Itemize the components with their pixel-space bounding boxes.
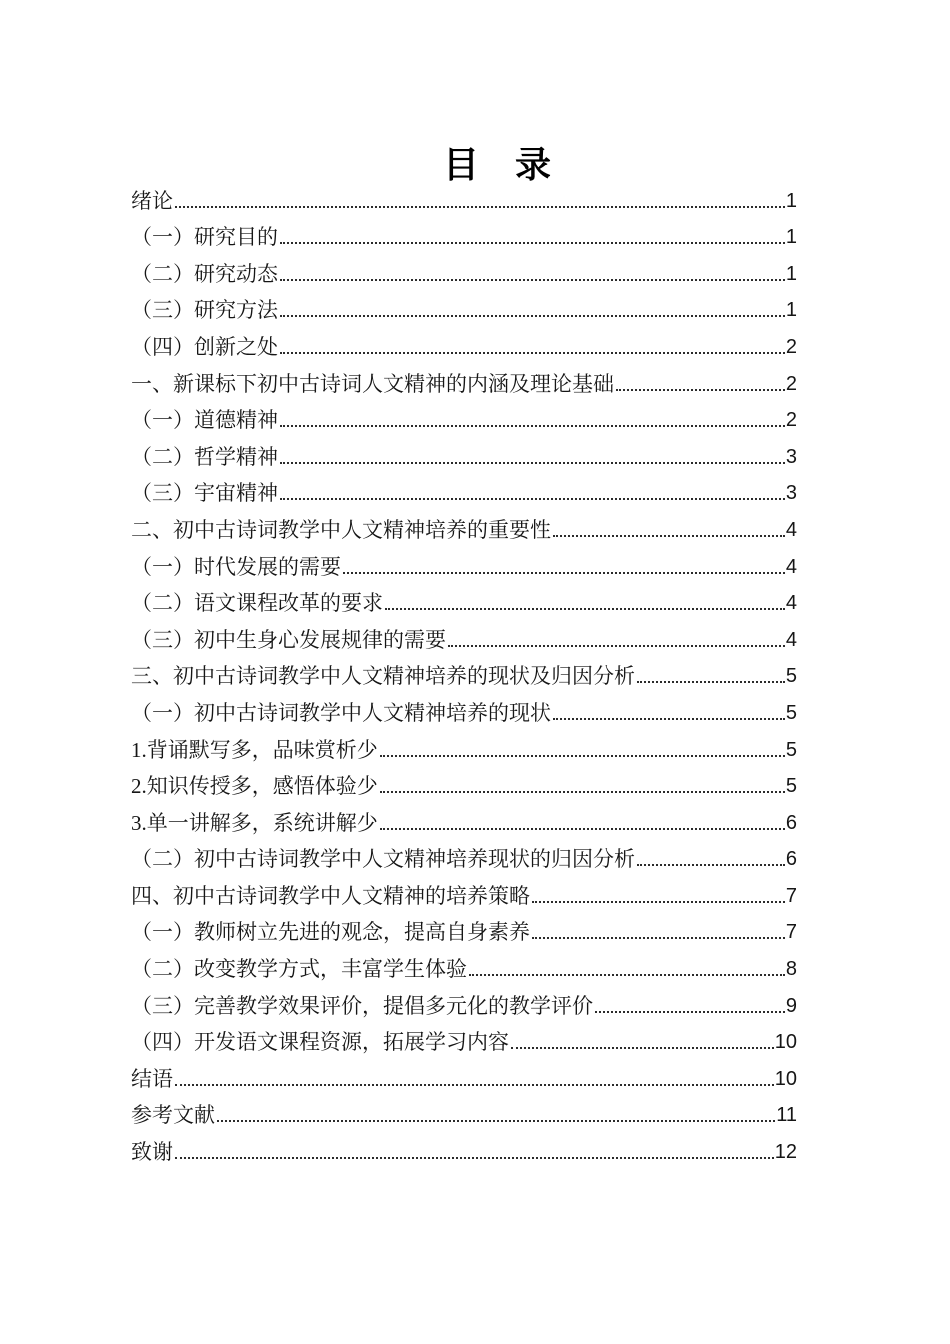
toc-entry-page: 6 <box>785 848 797 871</box>
toc-entry[interactable] <box>131 727 797 764</box>
toc-entry-page: 6 <box>785 811 797 834</box>
toc-entry[interactable] <box>131 215 797 252</box>
toc-entry[interactable] <box>131 361 797 398</box>
document-page <box>131 146 797 1166</box>
toc-entry-page: 5 <box>785 775 797 798</box>
toc-entry[interactable] <box>131 581 797 618</box>
toc-entry-label: （三）研究方法 <box>131 298 278 323</box>
toc-entry-page: 5 <box>785 738 797 761</box>
dotted-leader <box>280 242 785 244</box>
toc-entry-page: 2 <box>785 335 797 358</box>
dotted-leader <box>175 1157 774 1159</box>
toc-entry-page: 12 <box>774 1141 797 1164</box>
toc-entry[interactable] <box>131 398 797 435</box>
toc-entry-label: 四、初中古诗词教学中人文精神的培养策略 <box>131 883 530 908</box>
toc-entry[interactable] <box>131 1056 797 1093</box>
toc-entry-page: 3 <box>785 482 797 505</box>
toc-entry-page: 1 <box>785 262 797 285</box>
toc-entry-label: （一）道德精神 <box>131 408 278 433</box>
toc-entry-label: （二）语文课程改革的要求 <box>131 591 383 616</box>
toc-entry-page: 8 <box>785 958 797 981</box>
toc-entry-page: 4 <box>785 592 797 615</box>
dotted-leader <box>469 974 785 976</box>
dotted-leader <box>532 901 785 903</box>
toc-entry-label: 结语 <box>131 1066 173 1091</box>
dotted-leader <box>637 864 785 866</box>
toc-entry[interactable] <box>131 471 797 508</box>
toc-entry-label: （三）宇宙精神 <box>131 481 278 506</box>
toc-entry-label: 一、新课标下初中古诗词人文精神的内涵及理论基础 <box>131 371 614 396</box>
toc-entry[interactable] <box>131 617 797 654</box>
toc-entry[interactable] <box>131 288 797 325</box>
toc-entry-label: （二）改变教学方式，丰富学生体验 <box>131 957 467 982</box>
toc-entry-page: 5 <box>785 701 797 724</box>
toc-entry[interactable] <box>131 324 797 361</box>
toc-entry-page: 4 <box>785 555 797 578</box>
toc-entry-page: 4 <box>785 518 797 541</box>
toc-entry-label: （二）初中古诗词教学中人文精神培养现状的归因分析 <box>131 847 635 872</box>
dotted-leader <box>380 755 785 757</box>
toc-entry-label: 绪论 <box>131 188 173 213</box>
dotted-leader <box>280 279 785 281</box>
toc-entry[interactable] <box>131 800 797 837</box>
dotted-leader <box>616 389 785 391</box>
dotted-leader <box>280 498 785 500</box>
dotted-leader <box>280 425 785 427</box>
toc-entry-label: （二）研究动态 <box>131 261 278 286</box>
dotted-leader <box>217 1120 775 1122</box>
dotted-leader <box>553 718 785 720</box>
toc-entry-page: 1 <box>785 226 797 249</box>
toc-entry[interactable] <box>131 654 797 691</box>
dotted-leader <box>175 1084 774 1086</box>
toc-entry-label: （一）初中古诗词教学中人文精神培养的现状 <box>131 700 551 725</box>
dotted-leader <box>637 681 785 683</box>
toc-entry-page: 7 <box>785 921 797 944</box>
dotted-leader <box>380 791 785 793</box>
dotted-leader <box>511 1047 774 1049</box>
toc-entry[interactable] <box>131 910 797 947</box>
toc-entry[interactable] <box>131 434 797 471</box>
toc-entry[interactable] <box>131 946 797 983</box>
toc-entry-label: （一）教师树立先进的观念，提高自身素养 <box>131 920 530 945</box>
toc-entry-label: （三）完善教学效果评价，提倡多元化的教学评价 <box>131 993 593 1018</box>
toc-entry-label: （一）研究目的 <box>131 225 278 250</box>
toc-entry-label: 1.背诵默写多，品味赏析少 <box>131 737 378 762</box>
toc-entry[interactable] <box>131 544 797 581</box>
toc-entry-page: 2 <box>785 409 797 432</box>
toc-entry-label: 致谢 <box>131 1140 173 1165</box>
toc-entry[interactable] <box>131 764 797 801</box>
toc-entry-page: 9 <box>785 994 797 1017</box>
dotted-leader <box>280 315 785 317</box>
toc-entry[interactable] <box>131 1129 797 1166</box>
table-of-contents <box>131 178 797 1166</box>
toc-entry[interactable] <box>131 690 797 727</box>
toc-entry-label: （一）时代发展的需要 <box>131 554 341 579</box>
toc-entry-label: 2.知识传授多，感悟体验少 <box>131 774 378 799</box>
toc-entry-label: 二、初中古诗词教学中人文精神培养的重要性 <box>131 517 551 542</box>
toc-entry-page: 7 <box>785 884 797 907</box>
toc-entry-label: 三、初中古诗词教学中人文精神培养的现状及归因分析 <box>131 664 635 689</box>
toc-entry-page: 11 <box>776 1104 797 1127</box>
toc-entry-label: （三）初中生身心发展规律的需要 <box>131 627 446 652</box>
toc-entry-label: （四）开发语文课程资源，拓展学习内容 <box>131 1030 509 1055</box>
toc-entry-page: 5 <box>785 665 797 688</box>
dotted-leader <box>532 937 785 939</box>
dotted-leader <box>343 572 785 574</box>
toc-entry[interactable] <box>131 251 797 288</box>
toc-entry-page: 1 <box>785 189 797 212</box>
dotted-leader <box>280 352 785 354</box>
toc-entry-page: 4 <box>785 628 797 651</box>
toc-entry[interactable] <box>131 837 797 874</box>
toc-entry-page: 10 <box>774 1067 797 1090</box>
dotted-leader <box>595 1011 785 1013</box>
toc-entry[interactable] <box>131 1093 797 1130</box>
toc-entry-label: 3.单一讲解多，系统讲解少 <box>131 810 378 835</box>
dotted-leader <box>280 462 785 464</box>
toc-entry-page: 10 <box>774 1031 797 1054</box>
dotted-leader <box>448 645 785 647</box>
dotted-leader <box>175 206 785 208</box>
toc-entry-page: 1 <box>785 299 797 322</box>
toc-entry[interactable] <box>131 1020 797 1057</box>
toc-entry-label: 参考文献 <box>131 1103 215 1128</box>
toc-entry-page: 3 <box>785 445 797 468</box>
dotted-leader <box>380 828 785 830</box>
dotted-leader <box>385 608 785 610</box>
page-title: 目 录 <box>442 145 551 185</box>
toc-entry[interactable] <box>131 873 797 910</box>
toc-entry-label: （二）哲学精神 <box>131 444 278 469</box>
toc-entry[interactable] <box>131 507 797 544</box>
toc-entry[interactable] <box>131 983 797 1020</box>
toc-entry-page: 2 <box>785 372 797 395</box>
toc-entry-label: （四）创新之处 <box>131 334 278 359</box>
dotted-leader <box>553 535 785 537</box>
